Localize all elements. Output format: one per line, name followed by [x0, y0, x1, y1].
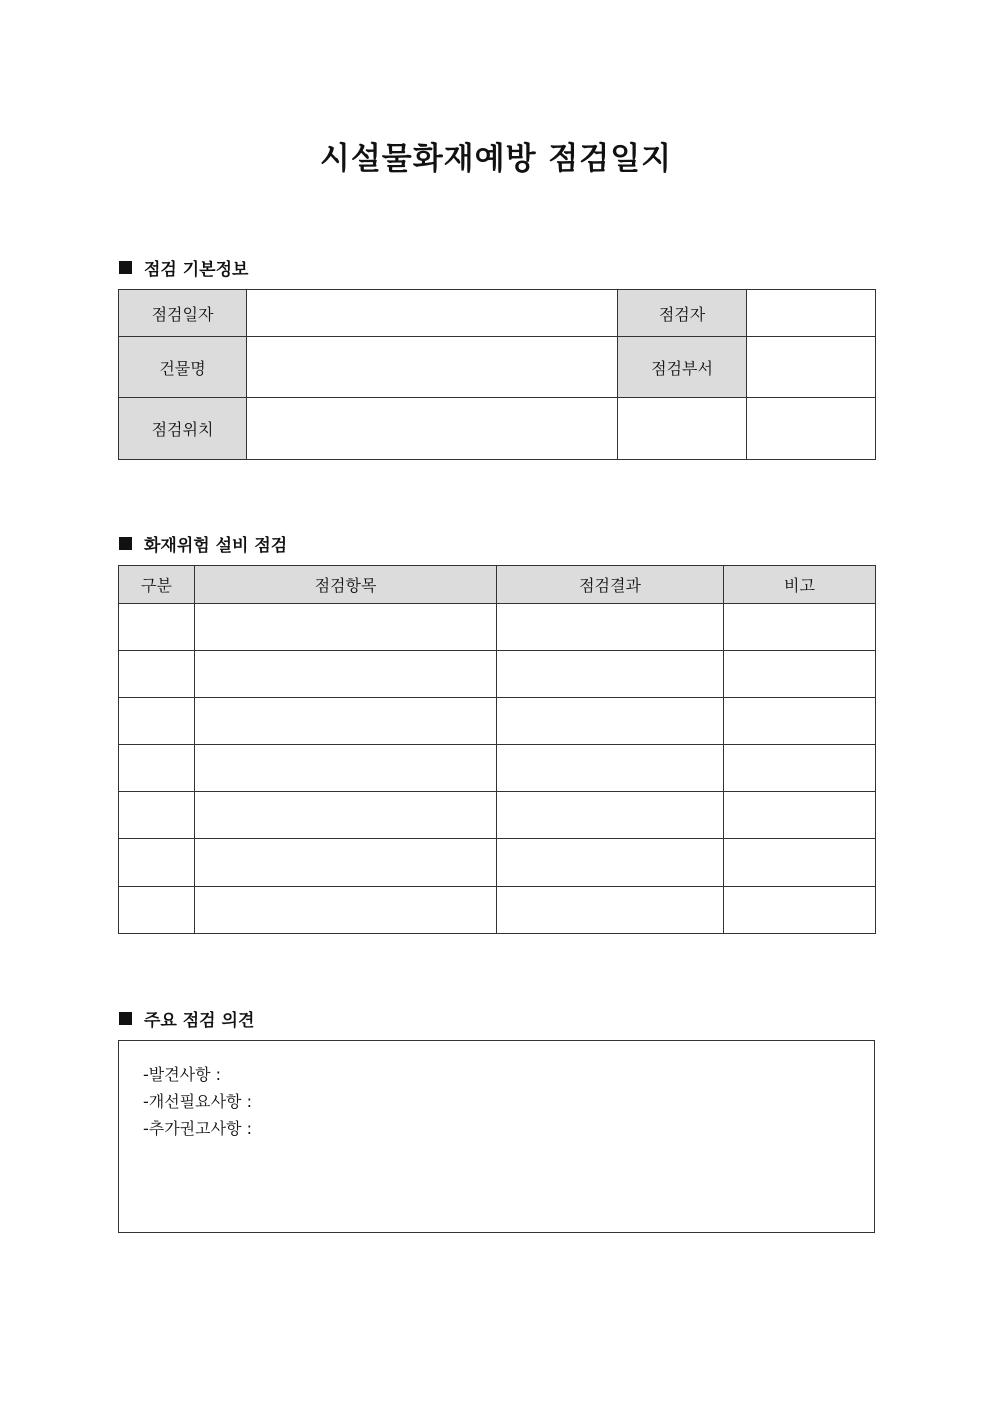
hazard-inspection-table	[118, 565, 876, 934]
inspector-field[interactable]	[747, 290, 876, 337]
table-cell[interactable]	[497, 792, 724, 839]
table-cell[interactable]	[724, 604, 876, 651]
table-cell[interactable]	[195, 792, 497, 839]
square-bullet-icon	[119, 1012, 132, 1025]
building-name-field[interactable]	[247, 337, 618, 398]
table-cell[interactable]	[724, 839, 876, 887]
table-cell[interactable]	[724, 792, 876, 839]
table-cell[interactable]	[724, 887, 876, 934]
table-cell[interactable]	[497, 887, 724, 934]
table-row	[119, 604, 876, 651]
table-cell[interactable]	[724, 651, 876, 698]
inspection-date-label: 점검일자	[119, 290, 247, 337]
location-field[interactable]	[247, 398, 618, 460]
inspection-date-field[interactable]	[247, 290, 618, 337]
table-row	[119, 792, 876, 839]
table-cell[interactable]	[497, 604, 724, 651]
table-cell[interactable]	[119, 651, 195, 698]
table-cell[interactable]	[195, 698, 497, 745]
square-bullet-icon	[119, 261, 132, 274]
square-bullet-icon	[119, 537, 132, 550]
table-cell[interactable]	[119, 745, 195, 792]
page-title: 시설물화재예방 점검일지	[319, 141, 673, 177]
basic-info-table	[118, 289, 876, 460]
table-row	[119, 745, 876, 792]
table-cell[interactable]	[119, 604, 195, 651]
column-header-item: 점검항목	[195, 566, 497, 604]
inspector-label: 점검자	[618, 290, 747, 337]
section-heading-label: 주요 점검 의견	[144, 1011, 255, 1031]
opinion-line-recommendations: -추가권고사항 :	[143, 1119, 252, 1138]
section-heading-hazard	[119, 531, 287, 556]
section-heading-label: 점검 기본정보	[144, 260, 249, 280]
table-cell[interactable]	[724, 698, 876, 745]
section-heading-label: 화재위험 설비 점검	[144, 536, 288, 556]
table-row	[119, 337, 876, 398]
table-header-row	[119, 566, 876, 604]
column-header-result: 점검결과	[497, 566, 724, 604]
location-label: 점검위치	[119, 398, 247, 460]
table-cell[interactable]	[724, 745, 876, 792]
column-header-remarks: 비고	[724, 566, 876, 604]
department-label: 점검부서	[618, 337, 747, 398]
table-cell[interactable]	[119, 698, 195, 745]
section-heading-opinion	[119, 1006, 254, 1031]
table-cell[interactable]	[195, 839, 497, 887]
table-cell[interactable]	[119, 839, 195, 887]
table-row	[119, 887, 876, 934]
table-row	[119, 698, 876, 745]
empty-cell[interactable]	[747, 398, 876, 460]
opinion-line-improvements: -개선필요사항 :	[143, 1092, 252, 1111]
table-cell[interactable]	[195, 887, 497, 934]
table-row	[119, 290, 876, 337]
table-cell[interactable]	[195, 604, 497, 651]
table-cell[interactable]	[497, 839, 724, 887]
department-field[interactable]	[747, 337, 876, 398]
table-cell[interactable]	[497, 745, 724, 792]
table-cell[interactable]	[195, 745, 497, 792]
opinion-box[interactable]	[118, 1040, 875, 1233]
table-cell[interactable]	[497, 651, 724, 698]
table-cell[interactable]	[119, 887, 195, 934]
table-row	[119, 651, 876, 698]
table-row	[119, 398, 876, 460]
empty-cell[interactable]	[618, 398, 747, 460]
table-cell[interactable]	[195, 651, 497, 698]
table-row	[119, 839, 876, 887]
opinion-line-findings: -발견사항 :	[143, 1065, 222, 1084]
building-name-label: 건물명	[119, 337, 247, 398]
table-cell[interactable]	[119, 792, 195, 839]
section-heading-basic-info	[119, 255, 248, 280]
column-header-category: 구분	[119, 566, 195, 604]
table-cell[interactable]	[497, 698, 724, 745]
